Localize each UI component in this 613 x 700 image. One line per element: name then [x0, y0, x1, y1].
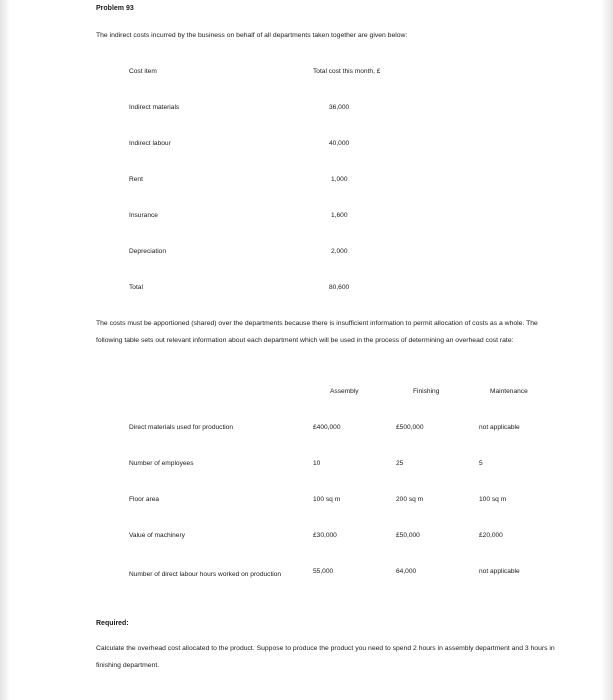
cost-row-label: Insurance: [129, 212, 158, 219]
dept-row-label: Floor area: [129, 496, 160, 503]
required-text: Calculate the overhead cost allocated to the product. Suppose to produce the product you need to spend 2 hours in assembly department and 3 hours in finishing department.: [96, 645, 555, 669]
dept-cell-assembly: 55,000: [313, 568, 334, 575]
cost-row-label: Rent: [129, 176, 143, 183]
cost-row-value: 2,000: [331, 248, 348, 255]
cost-row-value: 80,600: [329, 284, 350, 291]
apportion-text: The costs must be apportioned (shared) over the departments because there is insufficient information to permit allocation of costs as a whole. The following table sets out relevant information about each department which will be used in the process of determining an overhead cost rate:: [96, 320, 538, 344]
dept-cell-finishing: 25: [396, 460, 404, 467]
cost-row-label: Indirect labour: [129, 140, 171, 147]
cost-table-header-total: Total cost this month, £: [313, 68, 381, 75]
dept-cell-assembly: 100 sq m: [313, 496, 341, 503]
dept-cell-maintenance: not applicable: [479, 568, 520, 575]
dept-header-assembly: Assembly: [330, 388, 359, 395]
dept-header-maintenance: Maintenance: [490, 388, 528, 395]
dept-cell-finishing: 64,000: [396, 568, 417, 575]
dept-cell-assembly: £400,000: [313, 424, 341, 431]
dept-cell-maintenance: not applicable: [479, 424, 520, 431]
dept-cell-maintenance: £20,000: [479, 532, 503, 539]
cost-row-label: Indirect materials: [129, 104, 180, 111]
cost-row-value: 1,600: [331, 212, 348, 219]
cost-row-label: Total: [129, 284, 143, 291]
dept-cell-finishing: 200 sq m: [396, 496, 424, 503]
problem-title: Problem 93: [96, 5, 134, 12]
page-edge-right: [601, 0, 613, 700]
cost-row-value: 36,000: [329, 104, 350, 111]
dept-cell-finishing: £50,000: [396, 532, 420, 539]
required-label: Required:: [96, 620, 129, 627]
dept-row-label: Number of direct labour hours worked on production: [129, 571, 282, 578]
cost-table-header-item: Cost item: [129, 68, 157, 75]
page-edge-left: [0, 0, 10, 700]
dept-cell-assembly: £30,000: [313, 532, 337, 539]
intro-text: The indirect costs incurred by the business on behalf of all departments taken together are given below:: [96, 32, 408, 39]
cost-row-label: Depreciation: [129, 248, 167, 255]
dept-cell-maintenance: 5: [479, 460, 483, 467]
dept-cell-assembly: 10: [313, 460, 321, 467]
dept-row-label: Value of machinery: [129, 532, 185, 539]
cost-row-value: 40,000: [329, 140, 350, 147]
dept-row-label: Direct materials used for production: [129, 424, 234, 431]
dept-row-label: Number of employees: [129, 460, 194, 467]
dept-cell-finishing: £500,000: [396, 424, 424, 431]
dept-cell-maintenance: 100 sq m: [479, 496, 507, 503]
cost-row-value: 1,000: [331, 176, 348, 183]
dept-header-finishing: Finishing: [413, 388, 440, 395]
